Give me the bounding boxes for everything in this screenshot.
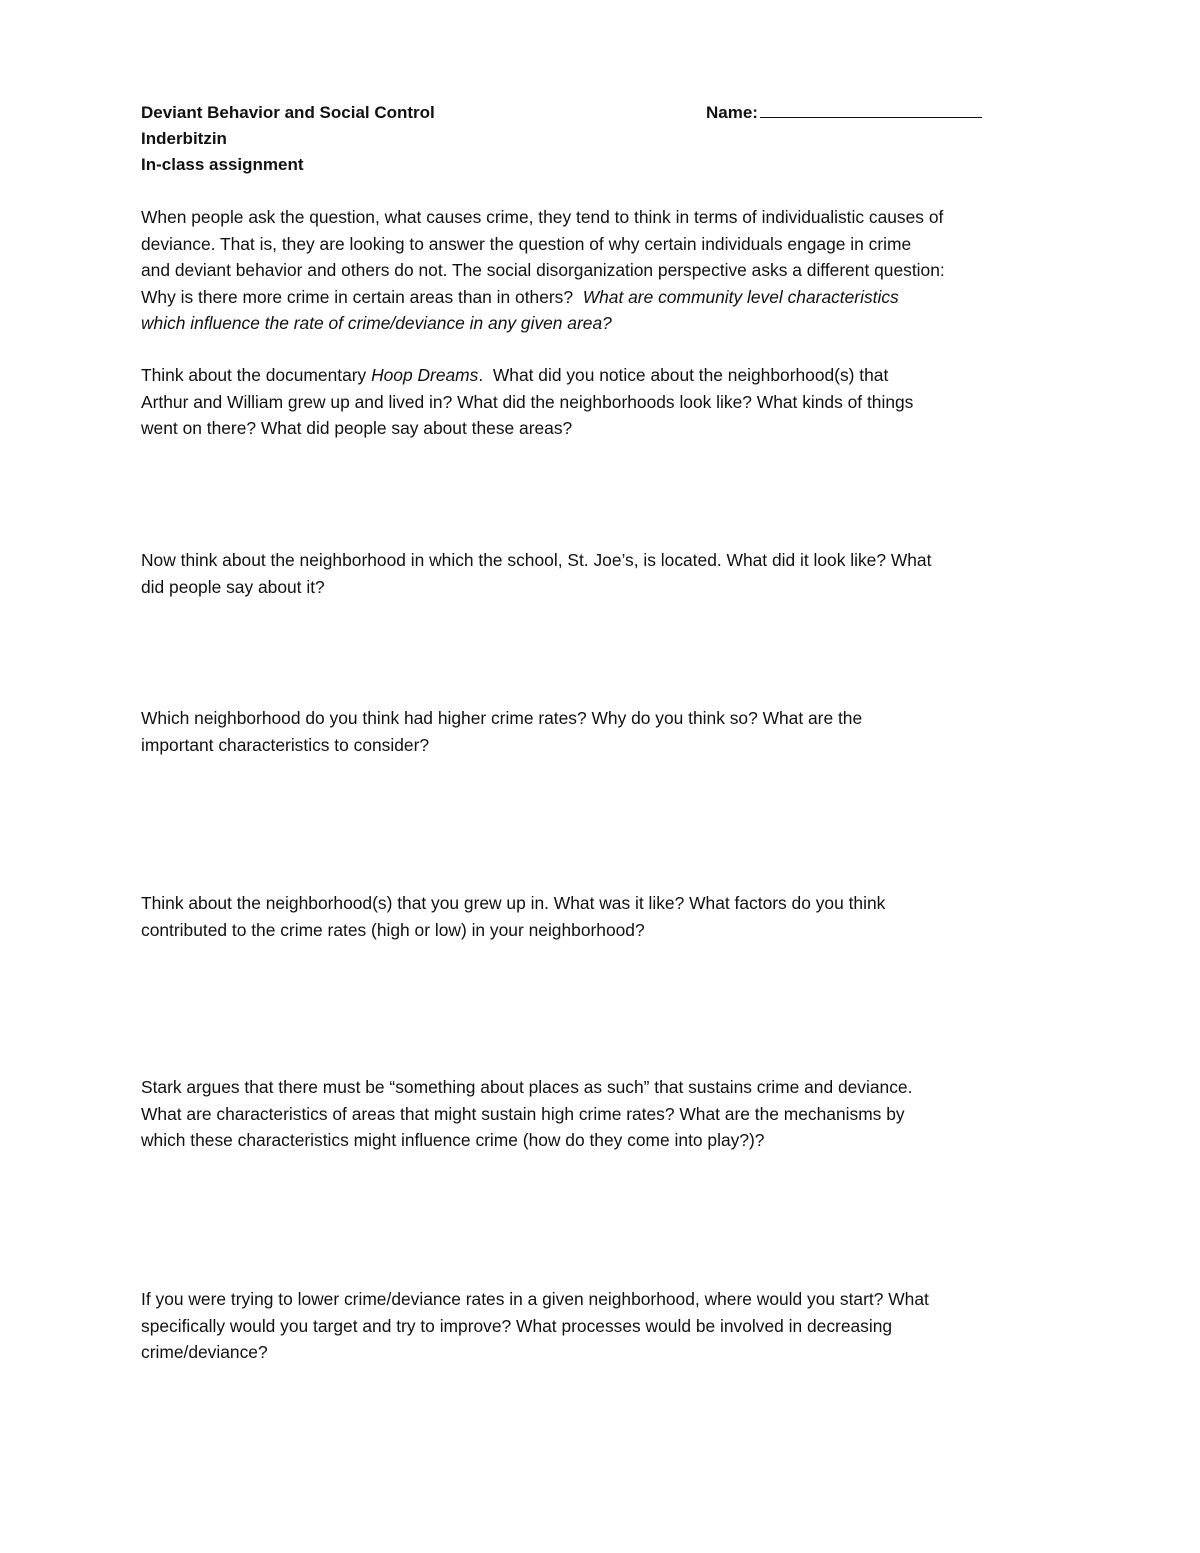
intro-line: When people ask the question, what causes crime, they tend to think in terms of individualistic causes of [141, 207, 944, 227]
question-line: did people say about it? [141, 576, 325, 597]
question-own-neighborhood [141, 890, 1066, 943]
question-line: crime/deviance? [141, 1342, 268, 1362]
question-line: Think about the neighborhood(s) that you grew up in. What was it like? What factors do you think [141, 893, 886, 913]
question-line: contributed to the crime rates (high or low) in your neighborhood? [141, 919, 645, 940]
intro-italic-line: which influence the rate of crime/deviance in any given area? [141, 313, 612, 333]
question-hoop-dreams [141, 362, 1066, 442]
question-line: Which neighborhood do you think had higher crime rates? Why do you think so? What are the [141, 708, 863, 728]
name-label: Name: [706, 103, 758, 122]
question-line: Now think about the neighborhood in which the school, St. Joe’s, is located. What did it look like? What [141, 550, 932, 570]
question-text: . What did you notice about the neighborhood(s) that [478, 365, 889, 385]
intro-line: and deviant behavior and others do not. The social disorganization perspective asks a different question: [141, 260, 945, 280]
name-blank-line [760, 100, 982, 118]
question-text: Think about the documentary [141, 365, 372, 385]
assignment-type: In-class assignment [141, 155, 304, 174]
question-line: important characteristics to consider? [141, 734, 430, 755]
question-line [141, 362, 1066, 389]
question-line: Arthur and William grew up and lived in? What did the neighborhoods look like? What kinds of things [141, 391, 914, 412]
question-line: What are characteristics of areas that might sustain high crime rates? What are the mechanisms by [141, 1103, 905, 1124]
intro-line [141, 284, 1066, 311]
intro-italic-text: What are community level characteristics [582, 286, 899, 307]
intro-line-text: Why is there more crime in certain areas than in others? [141, 286, 583, 307]
question-line: If you were trying to lower crime/deviance rates in a given neighborhood, where would you start? What [141, 1289, 929, 1309]
name-field [706, 100, 982, 126]
intro-line: deviance. That is, they are looking to answer the question of why certain individuals engage in crime [141, 233, 912, 254]
course-title: Deviant Behavior and Social Control [141, 103, 435, 122]
question-line: which these characteristics might influence crime (how do they come into play?)? [141, 1130, 765, 1150]
question-crime-rates [141, 705, 1066, 758]
question-line: Stark argues that there must be “something about places as such” that sustains crime and deviance. [141, 1077, 913, 1097]
question-line: specifically would you target and try to improve? What processes would be involved in decreasing [141, 1315, 893, 1336]
instructor-name: Inderbitzin [141, 129, 227, 148]
intro-paragraph [141, 204, 1066, 337]
film-title: Hoop Dreams [371, 365, 479, 385]
question-line: went on there? What did people say about these areas? [141, 418, 573, 438]
question-st-joes [141, 547, 1066, 600]
question-stark [141, 1074, 1066, 1154]
question-lower-crime [141, 1286, 1066, 1366]
